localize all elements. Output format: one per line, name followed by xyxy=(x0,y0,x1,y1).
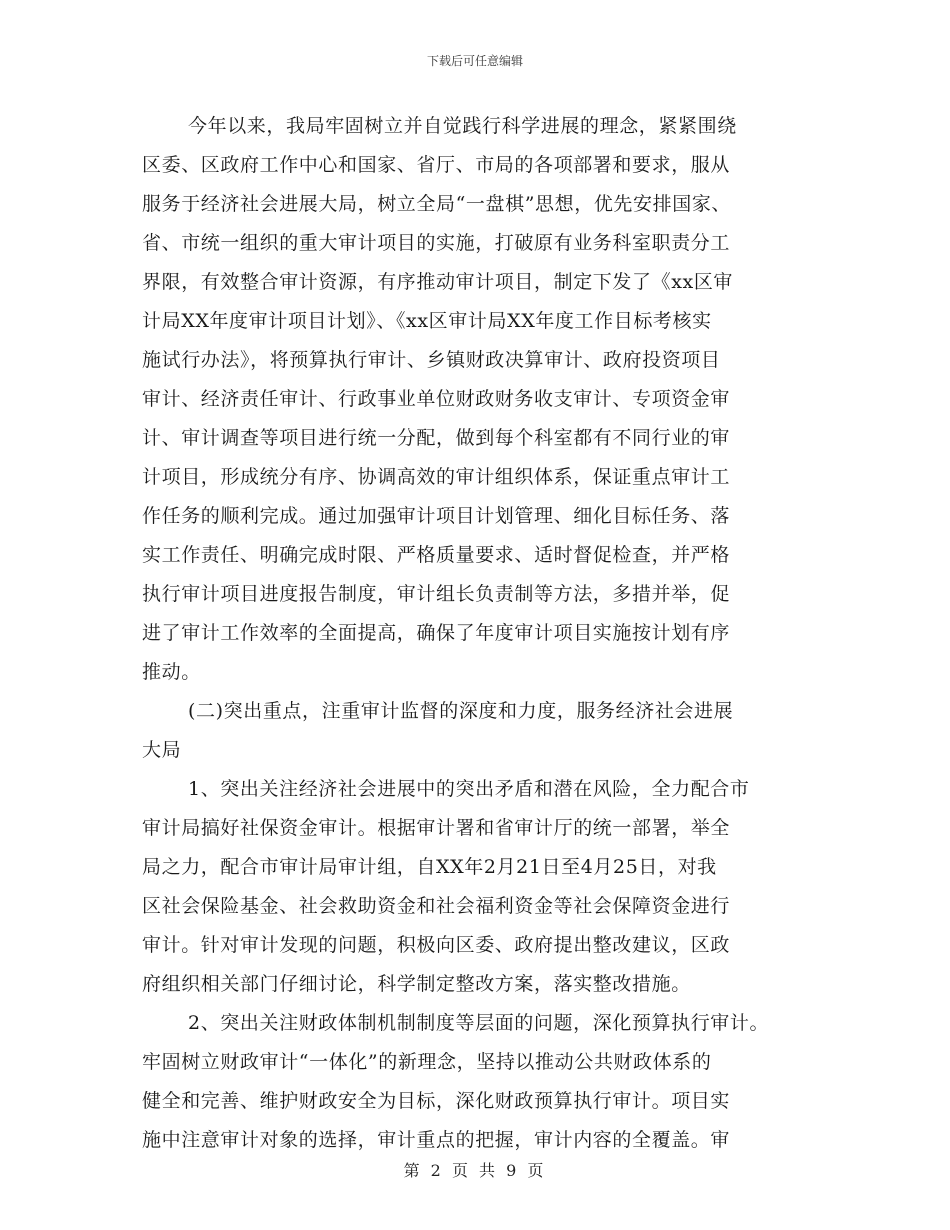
paragraph-line: 服务于经济社会进展大局，树立全局“一盘棋”思想，优先安排国家、 xyxy=(142,193,732,215)
page-header-note: 下载后可任意编辑 xyxy=(426,54,523,68)
paragraph-line: 区委、区政府工作中心和国家、省厅、市局的各项部署和要求，服从 xyxy=(142,154,731,176)
paragraph-line: 2、突出关注财政体制机制制度等层面的问题，深化预算执行审计。 xyxy=(188,1012,770,1034)
paragraph-line: 审计、经济责任审计、行政事业单位财政财务收支审计、专项资金审 xyxy=(142,388,731,410)
paragraph-line: 1、突出关注经济社会进展中的突出矛盾和潜在风险，全力配合市 xyxy=(188,778,750,800)
paragraph-line: 区社会保险基金、社会救助资金和社会福利资金等社会保障资金进行 xyxy=(142,895,731,917)
paragraph-line: 牢固树立财政审计“一体化”的新理念，坚持以推动公共财政体系的 xyxy=(142,1051,712,1073)
page-number-footer: 第 2 页 共 9 页 xyxy=(403,1161,547,1180)
section-heading: 大局 xyxy=(142,739,182,761)
paragraph-line: 局之力，配合市审计局审计组，自XX年2月21日至4月25日，对我 xyxy=(142,856,717,878)
paragraph-line: 执行审计项目进度报告制度，审计组长负责制等方法，多措并举，促 xyxy=(142,583,731,605)
paragraph-line: 省、市统一组织的重大审计项目的实施，打破原有业务科室职责分工 xyxy=(142,232,731,254)
paragraph-line: 推动。 xyxy=(142,661,201,683)
section-heading: (二)突出重点，注重审计监督的深度和力度，服务经济社会进展 xyxy=(188,700,734,722)
paragraph-line: 作任务的顺利完成。通过加强审计项目计划管理、细化目标任务、落 xyxy=(142,505,731,527)
paragraph-line: 审计局搞好社保资金审计。根据审计署和省审计厅的统一部署，举全 xyxy=(142,817,731,839)
paragraph-line: 府组织相关部门仔细讨论，科学制定整改方案，落实整改措施。 xyxy=(142,973,691,995)
paragraph-line: 计项目，形成统分有序、协调高效的审计组织体系，保证重点审计工 xyxy=(142,466,731,488)
paragraph-line: 界限，有效整合审计资源，有序推动审计项目，制定下发了《xx区审 xyxy=(142,271,734,293)
paragraph-line: 施中注意审计对象的选择，审计重点的把握，审计内容的全覆盖。审 xyxy=(142,1129,731,1151)
paragraph-line: 进了审计工作效率的全面提高，确保了年度审计项目实施按计划有序 xyxy=(142,622,731,644)
paragraph-line: 施试行办法》，将预算执行审计、乡镇财政决算审计、政府投资项目 xyxy=(142,349,721,371)
paragraph-line: 计局XX年度审计项目计划》、《xx区审计局XX年度工作目标考核实 xyxy=(142,310,712,332)
paragraph-line: 审计。针对审计发现的问题，积极向区委、政府提出整改建议，区政 xyxy=(142,934,731,956)
paragraph-line: 实工作责任、明确完成时限、严格质量要求、适时督促检查，并严格 xyxy=(142,544,731,566)
paragraph-line: 今年以来，我局牢固树立并自觉践行科学进展的理念，紧紧围绕 xyxy=(188,115,737,137)
paragraph-line: 健全和完善、维护财政安全为目标，深化财政预算执行审计。项目实 xyxy=(142,1090,731,1112)
document-body xyxy=(142,107,802,1160)
paragraph-line: 计、审计调查等项目进行统一分配，做到每个科室都有不同行业的审 xyxy=(142,427,731,449)
